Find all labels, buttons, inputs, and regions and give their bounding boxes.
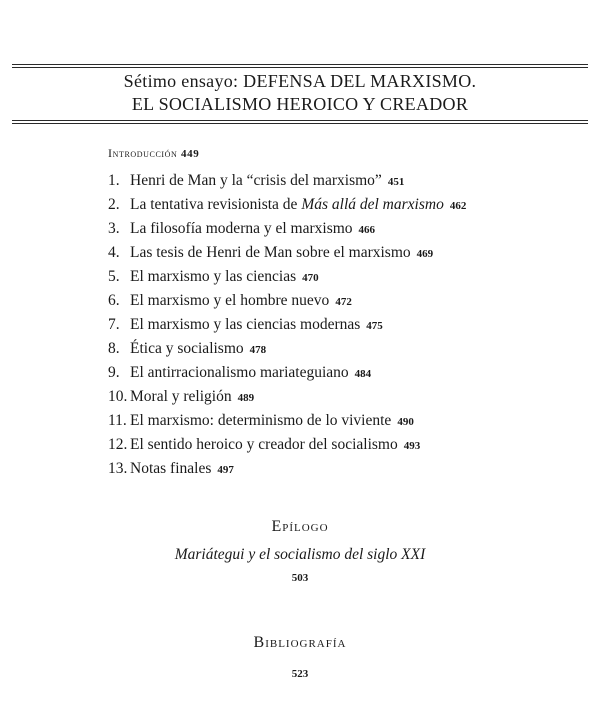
toc-item: [108, 244, 433, 262]
item-title: El marxismo y las ciencias modernas: [130, 316, 361, 333]
item-title-italic: Más allá del marxismo: [301, 196, 444, 213]
item-title: La tentativa revisionista de: [130, 196, 302, 213]
item-title: Notas finales: [130, 460, 212, 477]
epilogue-heading: Epílogo: [271, 518, 329, 535]
item-title: El antirracionalismo mariateguiano: [130, 364, 349, 381]
toc-item: [108, 268, 319, 286]
item-title: Ética y socialismo: [130, 340, 244, 357]
item-number: 13.: [108, 460, 128, 477]
item-page: 490: [397, 416, 414, 428]
item-page: 489: [237, 392, 255, 404]
toc-item: [108, 388, 254, 406]
item-number: 8.: [108, 340, 120, 357]
bibliography-page: 523: [291, 668, 309, 680]
toc-item: [108, 316, 383, 334]
toc-item: [108, 172, 404, 190]
item-title: El marxismo: determinismo de lo viviente: [130, 412, 392, 429]
section-main-title: DEFENSA DEL MARXISMO.: [243, 71, 477, 91]
toc-item: [108, 340, 266, 358]
item-number: 10.: [108, 388, 128, 405]
item-title: La filosofía moderna y el marxismo: [130, 220, 353, 237]
item-page: 466: [358, 224, 376, 236]
toc-item: [108, 292, 352, 310]
toc-item: [108, 460, 234, 478]
section-title-line2: EL SOCIALISMO HEROICO Y CREADOR: [131, 94, 469, 114]
bottom-rule-inner: [12, 123, 588, 124]
item-page: 497: [217, 464, 234, 476]
item-number: 4.: [108, 244, 120, 261]
toc-item: [108, 412, 414, 430]
toc-item: [108, 364, 371, 382]
item-number: 2.: [108, 196, 120, 213]
epilogue-subtitle: Mariátegui y el socialismo del siglo XXI: [174, 546, 426, 563]
item-title: El marxismo y el hombre nuevo: [130, 292, 330, 309]
bibliography-heading: Bibliografía: [253, 634, 347, 651]
item-page: 478: [249, 344, 267, 356]
toc-item: [108, 196, 466, 214]
item-title: Henri de Man y la “crisis del marxismo”: [130, 172, 382, 189]
item-page: 469: [416, 248, 434, 260]
item-page: 493: [403, 440, 421, 452]
item-number: 9.: [108, 364, 120, 381]
section-prefix: Sétimo ensayo:: [123, 71, 239, 91]
item-page: 484: [354, 368, 372, 380]
item-title: El marxismo y las ciencias: [130, 268, 297, 285]
bottom-rule-outer: [12, 120, 588, 121]
item-number: 11.: [108, 412, 127, 429]
intro-page: 449: [181, 148, 200, 160]
item-number: 3.: [108, 220, 120, 237]
top-rule-outer: [12, 64, 588, 65]
item-number: 5.: [108, 268, 120, 285]
item-page: 472: [335, 296, 352, 308]
intro-entry: [108, 146, 199, 161]
item-number: 7.: [108, 316, 120, 333]
item-number: 12.: [108, 436, 128, 453]
top-rule-inner: [12, 67, 588, 68]
item-title: Moral y religión: [130, 388, 232, 405]
toc-item: [108, 436, 420, 454]
item-title: Las tesis de Henri de Man sobre el marxismo: [130, 244, 411, 261]
epilogue-page: 503: [291, 572, 309, 584]
intro-label: Introducción: [108, 146, 178, 160]
item-number: 1.: [108, 172, 120, 189]
item-page: 470: [302, 272, 319, 284]
item-page: 475: [366, 320, 383, 332]
item-page: 462: [449, 200, 467, 212]
toc-item: [108, 220, 375, 238]
item-page: 451: [387, 176, 405, 188]
section-title-line1: [0, 71, 600, 92]
item-number: 6.: [108, 292, 120, 309]
item-title: El sentido heroico y creador del socialismo: [130, 436, 398, 453]
